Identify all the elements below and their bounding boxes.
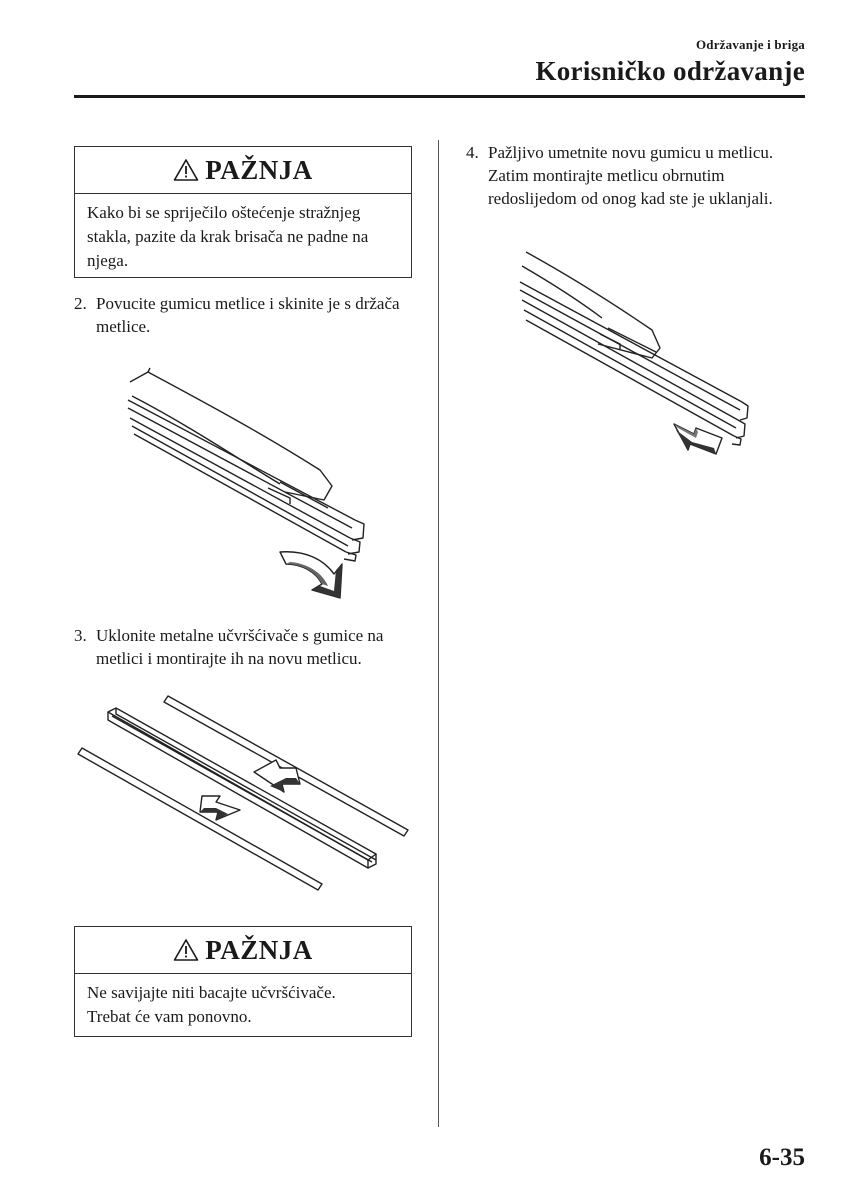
caution-box-retainers: [74, 926, 412, 1037]
step-number: 3.: [74, 626, 87, 645]
step-text: Uklonite metalne učvršćivače s gumice na metlici i montirajte ih na novu metlicu.: [96, 626, 384, 668]
caution-text: [75, 974, 411, 1038]
caution-text: Kako bi se spriječilo oštećenje stražnjeg stakla, pazite da krak brisača ne padne na njega.: [87, 203, 369, 270]
arrow-icon: [254, 760, 300, 792]
step-text-line: Pažljivo umetnite novu gumicu u metlicu.: [488, 143, 774, 162]
step-4: [466, 141, 811, 210]
arrow-icon: [200, 796, 240, 820]
warning-triangle-icon: [173, 158, 199, 182]
header-rule: [74, 95, 805, 98]
step-number: 4.: [466, 143, 479, 162]
caution-text-line: Ne savijajte niti bacajte učvršćivače.: [87, 983, 336, 1002]
caution-title: PAŽNJA: [205, 934, 313, 965]
caution-header: [75, 927, 411, 974]
warning-triangle-icon: [173, 938, 199, 962]
caution-text-line: Trebat će vam ponovno.: [87, 1007, 252, 1026]
chapter-title: Korisničko održavanje: [535, 56, 805, 86]
metal-retainers-illustration: [76, 690, 416, 900]
step-text-line: Zatim montirajte metlicu obrnutim redoslijedom od onog kad ste je uklanjali.: [488, 166, 773, 208]
caution-box-window-damage: [74, 146, 412, 278]
caution-title: PAŽNJA: [205, 154, 313, 185]
step-2: [74, 292, 414, 338]
step-number: 2.: [74, 294, 87, 313]
page-number: 6-35: [759, 1144, 805, 1171]
step-text: Povucite gumicu metlice i skinite je s držača metlice.: [96, 294, 400, 336]
arrow-icon: [674, 424, 722, 454]
step-text: [488, 141, 811, 210]
wiper-rubber-removal-illustration: [120, 360, 370, 600]
wiper-rubber-insertion-illustration: [516, 248, 756, 458]
section-label: Održavanje i briga: [695, 37, 805, 52]
caution-header: [75, 147, 411, 194]
column-divider: [438, 140, 439, 1127]
step-3: [74, 624, 419, 670]
